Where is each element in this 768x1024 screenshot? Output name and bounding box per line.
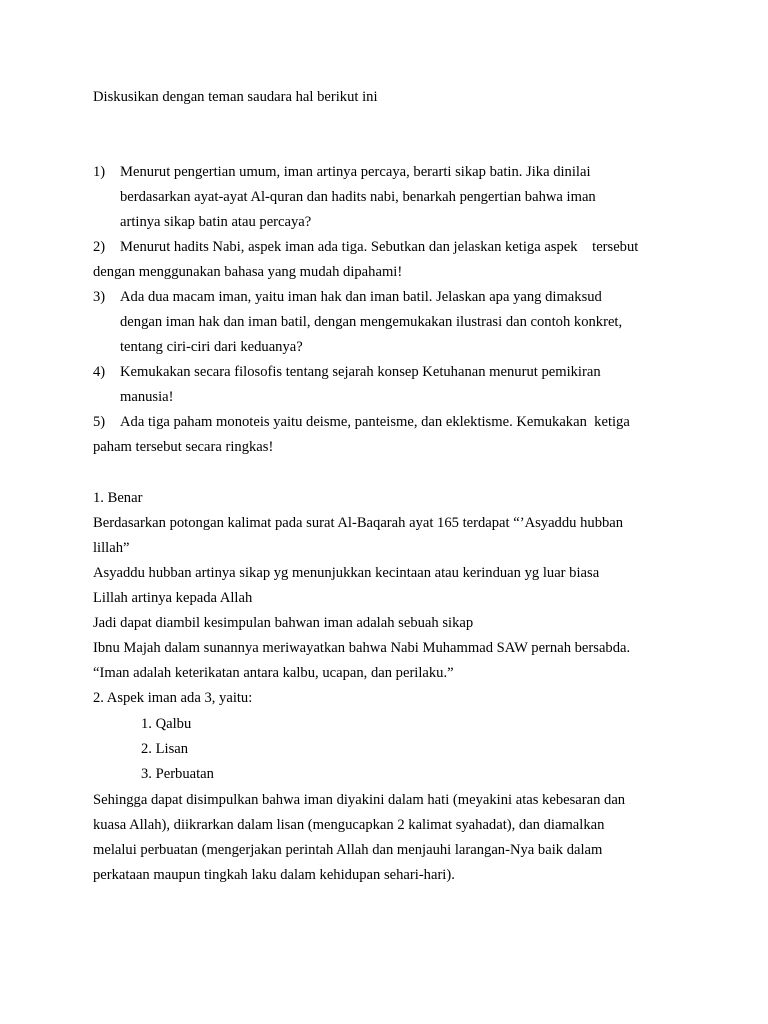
conclusion-line: Sehingga dapat disimpulkan bahwa iman diyakini dalam hati (meyakini atas kebesaran dan (93, 792, 626, 808)
question-2-number: 2) (93, 239, 106, 255)
answer-line: Asyaddu hubban artinya sikap yg menunjukkan kecintaan atau kerinduan yg luar biasa (93, 565, 600, 581)
question-1-text: Menurut pengertian umum, iman artinya percaya, berarti sikap batin. Jika dinilai (120, 164, 591, 180)
answer-line: Berdasarkan potongan kalimat pada surat Al-Baqarah ayat 165 terdapat “’Asyaddu hubban (93, 515, 624, 531)
question-2-text: Menurut hadits Nabi, aspek iman ada tiga. Sebutkan dan jelaskan ketiga aspek tersebut (120, 239, 639, 255)
conclusion-line: perkataan maupun tingkah laku dalam kehidupan sehari-hari). (93, 867, 455, 883)
question-1-line-2: berdasarkan ayat-ayat Al-quran dan hadits nabi, benarkah pengertian bahwa iman (120, 189, 596, 205)
aspect-item: 3. Perbuatan (141, 766, 214, 782)
question-4-text: Kemukakan secara filosofis tentang sejarah konsep Ketuhanan menurut pemikiran (120, 364, 601, 380)
answer-line: Lillah artinya kepada Allah (93, 590, 253, 606)
question-3-line-2: dengan iman hak dan iman batil, dengan mengemukakan ilustrasi dan contoh konkret, (120, 314, 623, 330)
hadith-quote: “Iman adalah keterikatan antara kalbu, ucapan, dan perilaku.” (93, 665, 454, 681)
question-5-number: 5) (93, 414, 106, 430)
question-4-number: 4) (93, 364, 106, 380)
question-1-number: 1) (93, 164, 106, 180)
aspect-item: 1. Qalbu (141, 716, 192, 732)
question-2-line-1 (93, 237, 638, 257)
answer-2-heading: 2. Aspek iman ada 3, yaitu: (93, 690, 253, 706)
aspect-item: 2. Lisan (141, 741, 189, 757)
question-5-line-1 (93, 412, 630, 432)
question-3-line-3: tentang ciri-ciri dari keduanya? (120, 339, 303, 355)
question-3-text: Ada dua macam iman, yaitu iman hak dan iman batil. Jelaskan apa yang dimaksud (120, 289, 602, 305)
question-1-line-1 (93, 162, 591, 182)
conclusion-line: melalui perbuatan (mengerjakan perintah Allah dan menjauhi larangan-Nya baik dalam (93, 842, 603, 858)
question-4-line-2: manusia! (120, 389, 174, 405)
question-5-line-2: paham tersebut secara ringkas! (93, 439, 274, 455)
question-5-text: Ada tiga paham monoteis yaitu deisme, panteisme, dan eklektisme. Kemukakan ketiga (120, 414, 630, 430)
question-4-line-1 (93, 362, 601, 382)
answer-1-heading: 1. Benar (93, 490, 143, 506)
conclusion-line: kuasa Allah), diikrarkan dalam lisan (mengucapkan 2 kalimat syahadat), dan diamalkan (93, 817, 605, 833)
question-1-line-3: artinya sikap batin atau percaya? (120, 214, 312, 230)
question-3-line-1 (93, 287, 602, 307)
answer-line: Jadi dapat diambil kesimpulan bahwan iman adalah sebuah sikap (93, 615, 474, 631)
answer-line: Ibnu Majah dalam sunannya meriwayatkan bahwa Nabi Muhammad SAW pernah bersabda. (93, 640, 631, 656)
answer-line: lillah” (93, 540, 130, 556)
question-3-number: 3) (93, 289, 106, 305)
intro-text: Diskusikan dengan teman saudara hal berikut ini (93, 89, 378, 105)
question-2-line-2: dengan menggunakan bahasa yang mudah dipahami! (93, 264, 403, 280)
